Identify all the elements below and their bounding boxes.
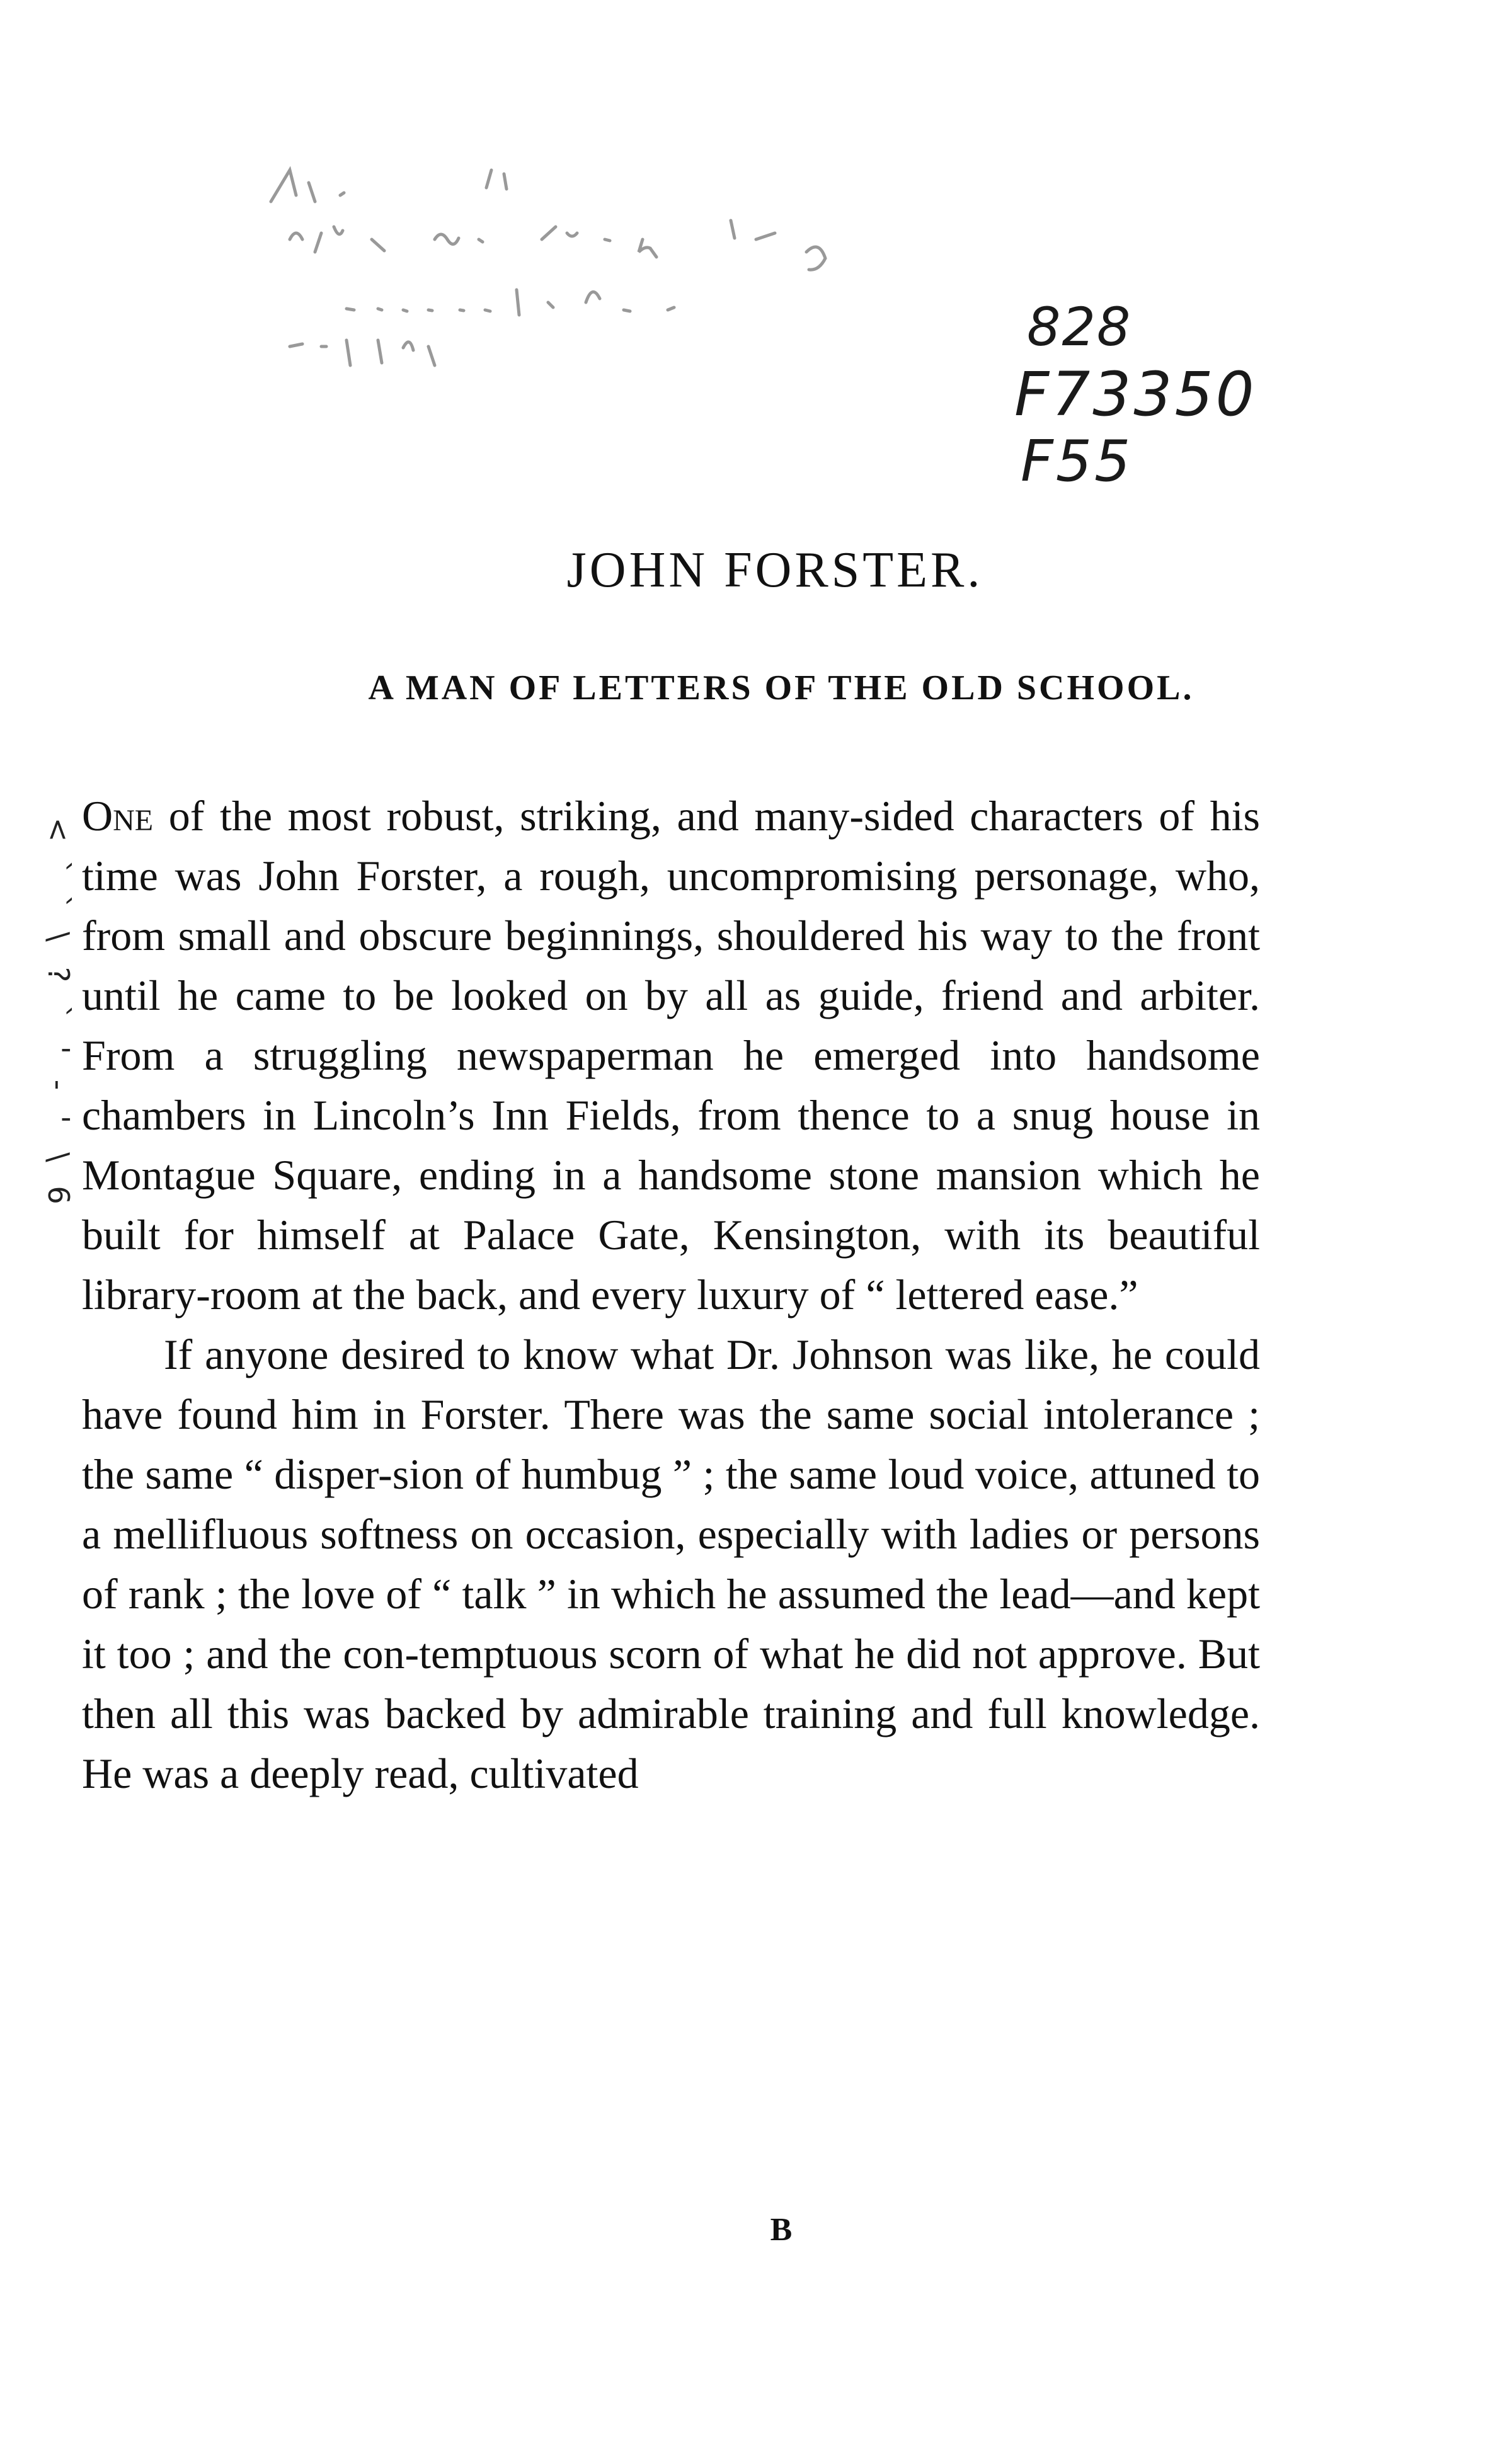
faint-library-stamp	[252, 145, 958, 409]
signature-mark: B	[770, 2212, 793, 2248]
margin-annotation	[30, 813, 87, 1216]
margin-mark: -	[42, 1079, 76, 1090]
margin-mark: 6	[42, 1186, 76, 1205]
margin-mark: `	[42, 895, 76, 910]
handwritten-call-number	[1014, 296, 1342, 504]
margin-mark: '	[42, 1115, 76, 1124]
margin-mark: `	[42, 860, 76, 875]
margin-mark: \	[42, 932, 76, 942]
call-number-line-1: 828	[1027, 296, 1132, 358]
margin-mark: `	[42, 1005, 76, 1020]
chapter-subtitle: A MAN OF LETTERS OF THE OLD SCHOOL.	[368, 668, 1194, 707]
call-number-line-3: F55	[1021, 428, 1133, 495]
paragraph-2: If anyone desired to know what Dr. Johnson was like, he could have found him in Forster. There was the same social intolerance ; the same “ disper-sion of humbug ” ; the same loud voice, attuned to a mellifluous softness on occasion, especially with ladies or persons of rank ; the love of “ talk ” in which he assumed the lead—and kept it too ; and the con-temptuous scorn of what he did not approve. But then all this was backed by admirable training and full knowledge. He was a deeply read, cultivated	[82, 1331, 1260, 1797]
call-number-line-2: F73350	[1014, 359, 1257, 430]
margin-mark: ?	[42, 966, 76, 983]
chapter-title: JOHN FORSTER.	[566, 542, 983, 598]
margin-mark: \	[42, 1152, 76, 1162]
paragraph-1-text: of the most robust, striking, and many-sided characters of his time was John Forster, a rough, uncompromising personage, who, from small and obscure beginnings, shouldered his way to the front until he came to be looked on by all as guide, friend and arbiter. From a struggling newspaperman he emerged into handsome chambers in Lincoln’s Inn Fields, from thence to a snug house in Montague Square, ending in a handsome stone mansion which he built for himself at Palace Gate, Kensington, with its beautiful library-room at the back, and every luxury of “ lettered ease.”	[82, 792, 1260, 1319]
margin-mark: '	[42, 1046, 76, 1055]
paragraph-opening-word: One	[82, 792, 154, 840]
paragraph-1	[82, 786, 1260, 1325]
body-text	[82, 786, 1260, 1804]
margin-mark: <	[42, 817, 76, 842]
